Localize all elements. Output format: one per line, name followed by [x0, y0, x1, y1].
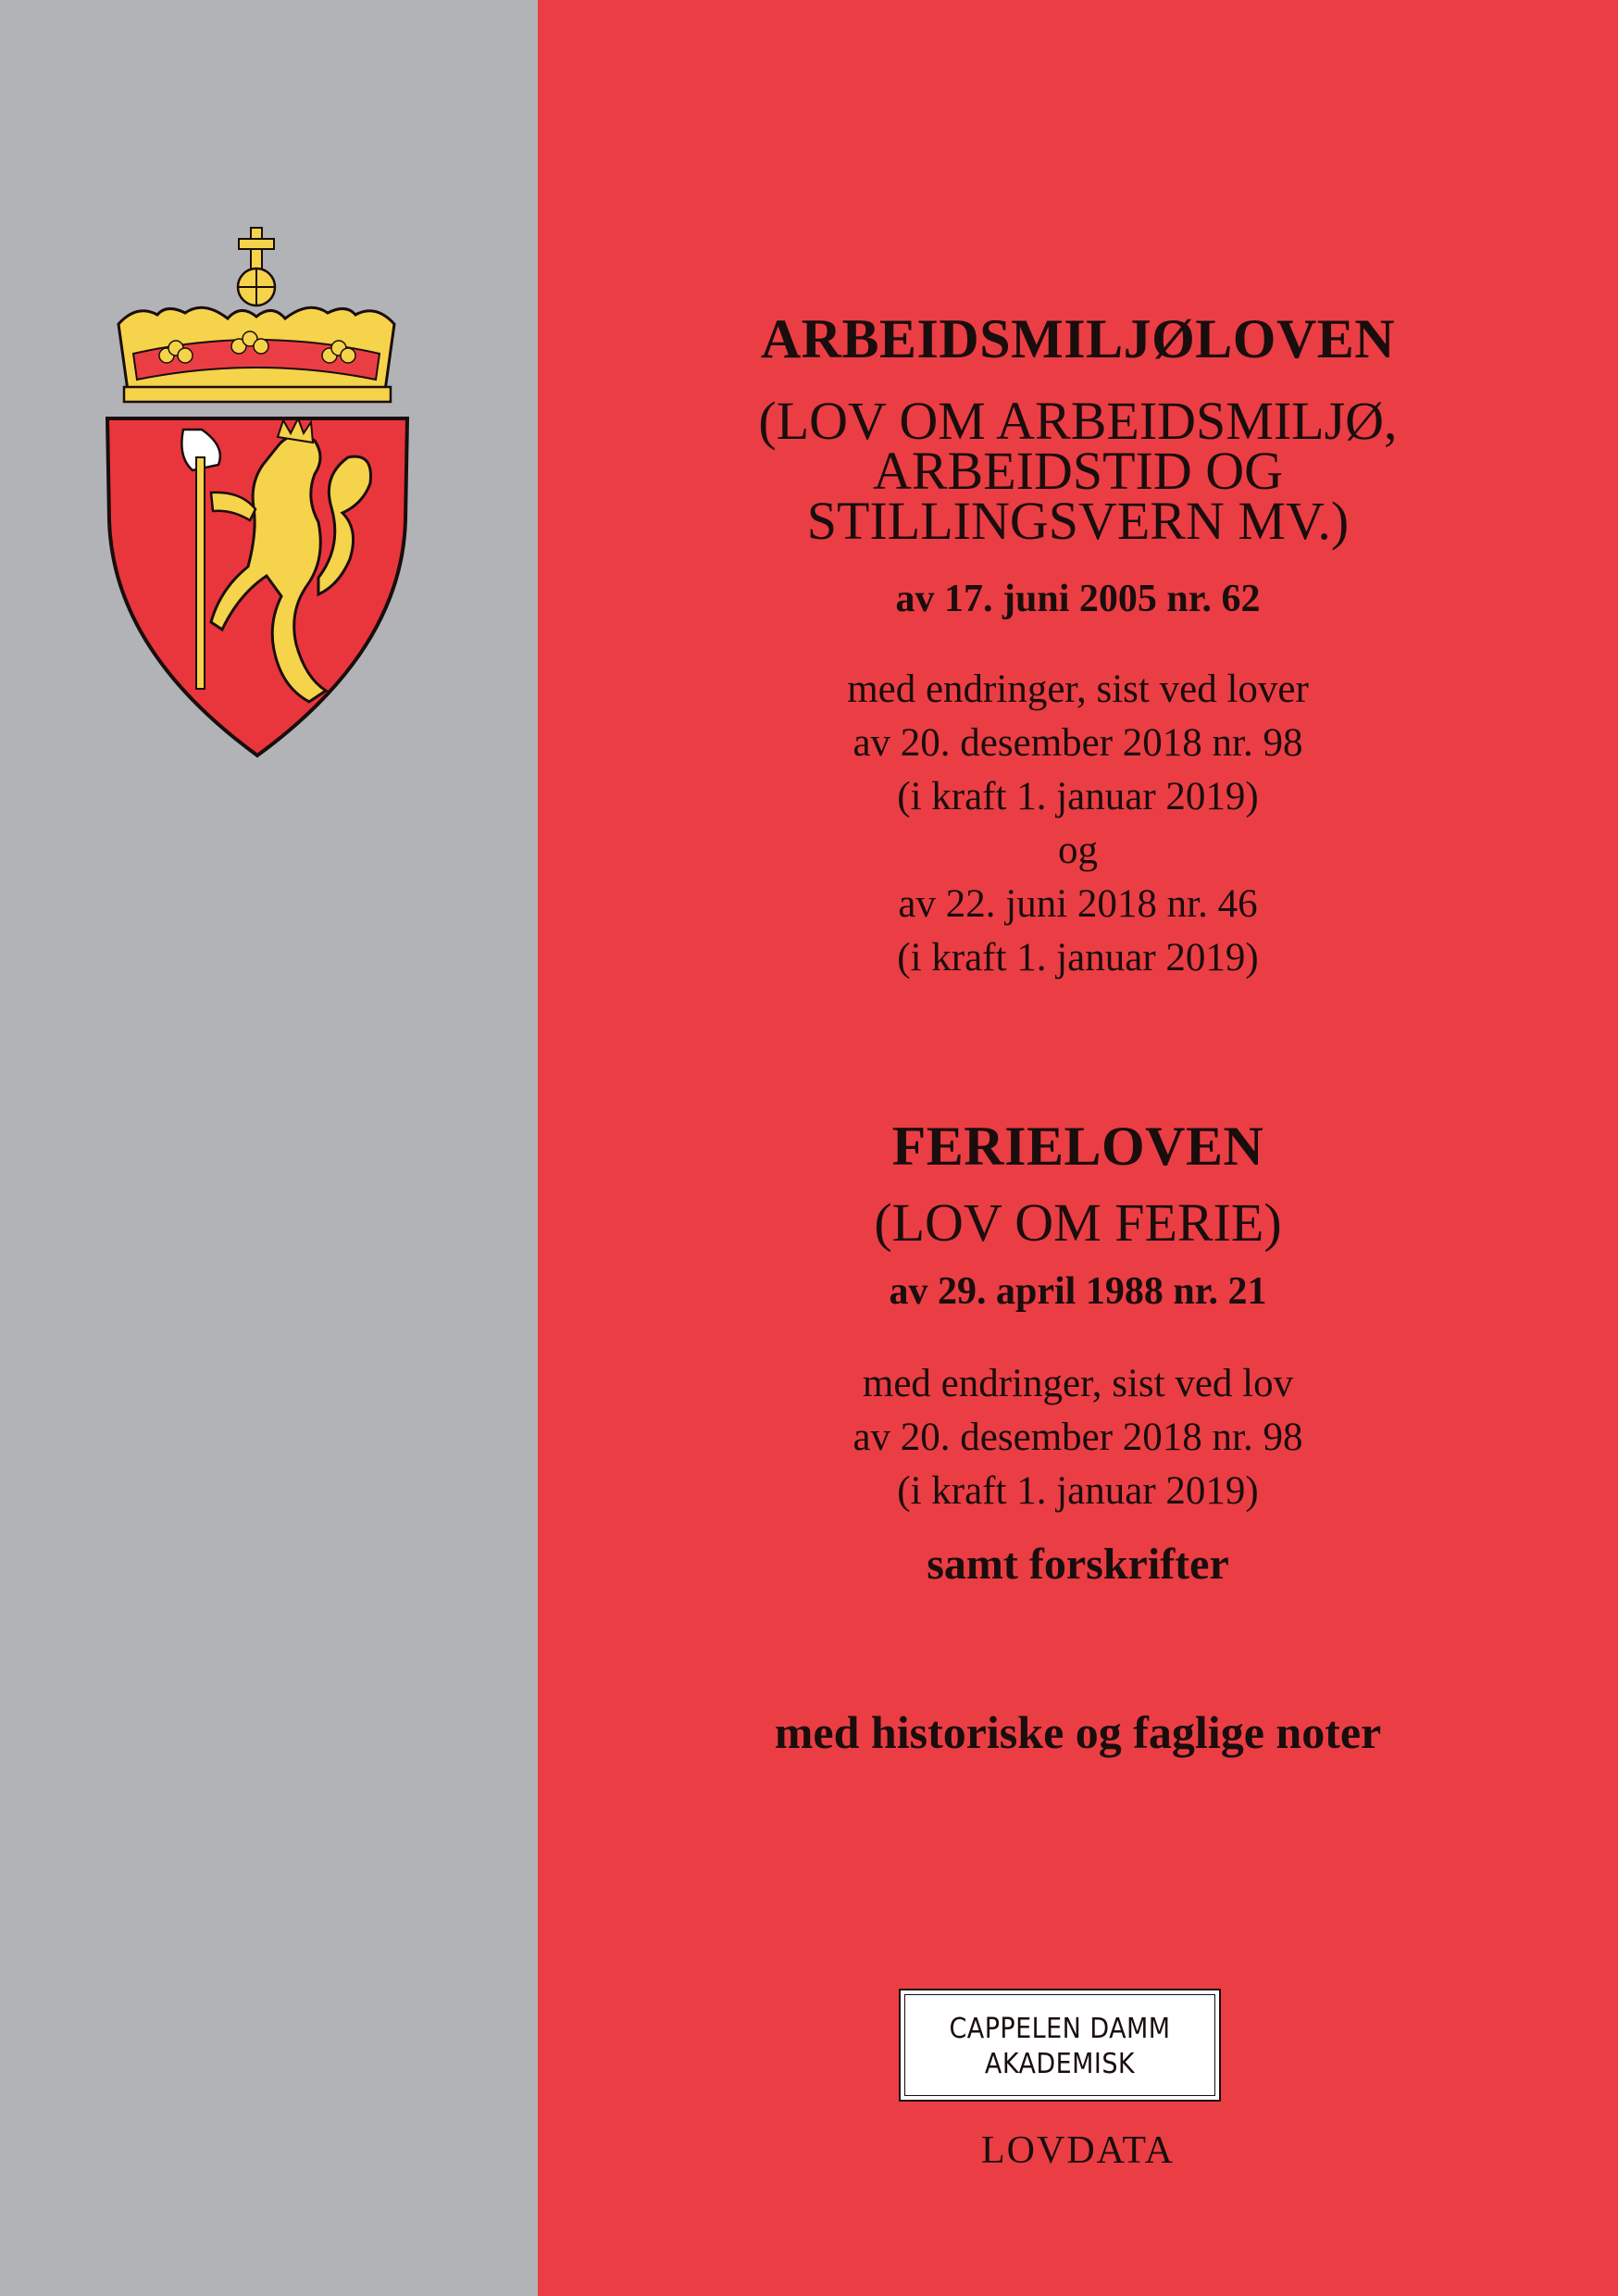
extra-line: samt forskrifter — [927, 1540, 1229, 1589]
law2-subtitle: (LOV OM FERIE) — [874, 1192, 1282, 1253]
law1-amendment-line: av 22. juni 2018 nr. 46 — [898, 882, 1258, 926]
notes-line: med historiske og faglige noter — [774, 1706, 1382, 1758]
law2-amendment-line: med endringer, sist ved lov — [862, 1362, 1294, 1405]
publisher-logo-line: AKADEMISK — [984, 2048, 1136, 2080]
law1-date: av 17. juni 2005 nr. 62 — [895, 578, 1261, 620]
publisher-logo-line: CAPPELEN DAMM — [949, 2013, 1171, 2045]
publisher-name: LOVDATA — [981, 2129, 1175, 2172]
law1-subtitle-line: STILLINGSVERN MV.) — [806, 491, 1350, 551]
law2-amendment-line: (i kraft 1. januar 2019) — [897, 1469, 1259, 1513]
coat-of-arms-icon — [100, 215, 415, 761]
law1-subtitle-line: ARBEIDSTID OG — [872, 441, 1284, 501]
law1-subtitle-line: (LOV OM ARBEIDSMILJØ, — [758, 391, 1398, 451]
red-title-panel — [538, 0, 1618, 2296]
publisher-logo — [899, 1989, 1221, 2102]
law2-date: av 29. april 1988 nr. 21 — [889, 1270, 1267, 1313]
law2-title: FERIELOVEN — [891, 1116, 1264, 1177]
law1-amendment-line: av 20. desember 2018 nr. 98 — [853, 721, 1303, 765]
law1-title: ARBEIDSMILJØLOVEN — [760, 308, 1396, 369]
gray-spine-band — [0, 0, 538, 2296]
law2-amendment-line: av 20. desember 2018 nr. 98 — [853, 1416, 1303, 1459]
law1-amendment-line: (i kraft 1. januar 2019) — [897, 775, 1259, 818]
law1-amendment-line: (i kraft 1. januar 2019) — [897, 936, 1259, 980]
law1-amendment-line: og — [1058, 829, 1098, 872]
law1-amendment-line: med endringer, sist ved lover — [847, 668, 1309, 711]
